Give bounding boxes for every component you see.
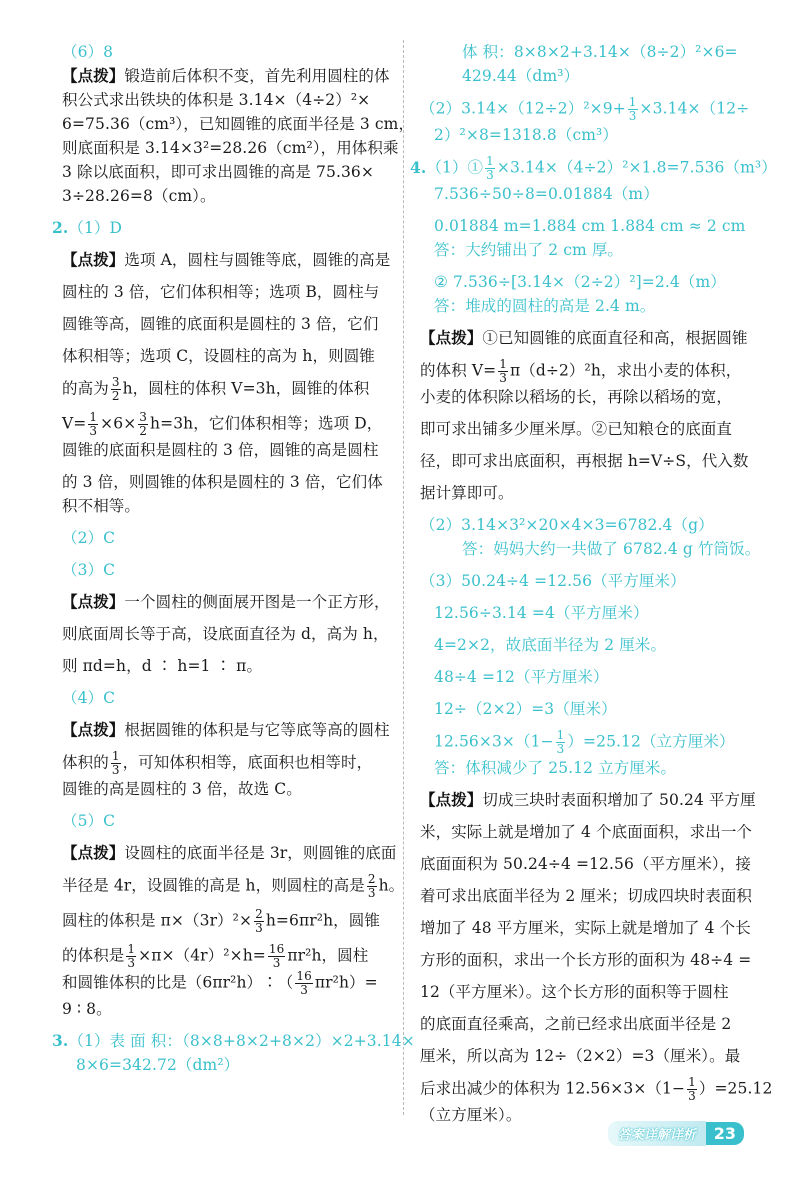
answer-line: 12.56÷3.14 =4（平方厘米） <box>434 604 649 622</box>
text-line: 锻造前后体积不变，首先利用圆柱的体 <box>124 67 390 85</box>
text-line: 根据圆锥的体积是与它等底等高的圆柱 <box>124 721 390 739</box>
text-line: 积公式求出铁块的体积是 3.14×（4÷2）²× <box>62 91 371 109</box>
denominator: 3 <box>628 109 637 123</box>
fraction <box>138 411 148 438</box>
text-span: πr²h）= <box>314 973 378 992</box>
text-span: h。 <box>378 876 405 895</box>
text-span: 的体积 V= <box>420 361 497 380</box>
text-span: h，圆柱的体积 V=3h，圆锥的体积 <box>122 379 370 398</box>
text-line: 底面面积为 50.24÷4 =12.56（平方厘米），接 <box>420 855 751 873</box>
denominator: 3 <box>300 983 308 997</box>
numerator: 1 <box>111 749 120 763</box>
question-number: 4. <box>410 157 427 177</box>
text-line: 圆锥的底面积是圆柱的 3 倍，圆锥的高是圆柱 <box>62 441 379 459</box>
text-span: 12.56×3×（1− <box>434 732 554 751</box>
page-footer <box>608 1121 744 1146</box>
text-span: ×3.14×（12÷ <box>639 99 750 118</box>
text-span: V= <box>62 414 87 433</box>
text-line: （立方厘米）。 <box>420 1106 522 1124</box>
text-line: 圆锥的高是圆柱的 3 倍，故选 C。 <box>62 780 302 798</box>
column-divider <box>403 40 404 1115</box>
fraction <box>367 873 377 900</box>
text-line: ①已知圆锥的底面直径和高，根据圆锥 <box>482 329 748 347</box>
text-line: 的 3 倍，则圆锥的体积是圆柱的 3 倍，它们体 <box>62 473 383 491</box>
text-span: π（d÷2）²h，求出小麦的体积， <box>509 361 742 380</box>
text-line: 积不相等。 <box>62 497 141 515</box>
text-span: ）=25.12 <box>698 1079 773 1098</box>
text-span: h=6πr²h，圆锥 <box>265 911 380 930</box>
text-line: 小麦的体积除以稻场的长，再除以稻场的宽， <box>420 388 733 406</box>
text-line: 厘米，所以高为 12÷（2×2）=3（厘米）。最 <box>420 1047 741 1065</box>
answer-line: （3）C <box>62 561 116 579</box>
fraction <box>498 358 508 385</box>
text-span: 体积的 <box>62 753 109 772</box>
text-span: 圆柱的体积是 π×（3r）²× <box>62 911 253 930</box>
denominator: 3 <box>89 424 98 438</box>
numerator: 2 <box>255 907 263 921</box>
fraction <box>254 908 264 935</box>
footer-label: 答案详解详析 <box>608 1121 706 1146</box>
text-line: 6=75.36（cm³），已知圆锥的底面半径是 3 cm， <box>62 115 415 133</box>
denominator: 3 <box>688 1089 696 1103</box>
denominator: 2 <box>111 389 120 403</box>
answer-line: 体 积：8×8×2+3.14×（8÷2）²×6= <box>462 43 738 61</box>
fraction <box>295 970 312 997</box>
text-line: 着可求出底面半径为 2 厘米；切成四块时表面积 <box>420 887 753 905</box>
denominator: 3 <box>486 168 494 182</box>
answer-line: （5）C <box>62 812 116 830</box>
denominator: 3 <box>127 956 136 970</box>
hint-tag: 【点拨】 <box>420 790 483 809</box>
answer-line: 答：体积减少了 25.12 立方厘米。 <box>434 759 677 777</box>
answer-line: 答：堆成的圆柱的高是 2.4 m。 <box>434 297 656 315</box>
hint-tag: 【点拨】 <box>62 250 125 269</box>
text-line: 3÷28.26=8（cm）。 <box>62 187 216 205</box>
numerator: 16 <box>296 969 312 983</box>
text-span: ×π×（4r）²×h= <box>138 946 266 965</box>
page-number: 23 <box>706 1122 744 1145</box>
text-line: 一个圆柱的侧面展开图是一个正方形， <box>124 593 390 611</box>
fraction <box>268 943 285 970</box>
numerator: 1 <box>688 1075 696 1089</box>
text-span: 的体积是 <box>62 946 125 965</box>
left-column <box>52 40 415 1077</box>
numerator: 1 <box>499 357 507 371</box>
text-line: 则 πd=h，d ∶ h=1 ∶ π。 <box>62 657 263 675</box>
denominator: 3 <box>255 921 263 935</box>
numerator: 1 <box>127 942 136 956</box>
answer-line: （6）8 <box>62 43 114 61</box>
numerator: 2 <box>367 872 376 886</box>
numerator: 1 <box>628 95 637 109</box>
text-span: 半径是 4r，设圆锥的高是 h，则圆柱的高是 <box>62 876 365 895</box>
text-line: 米，实际上就是增加了 4 个底面面积，求出一个 <box>420 823 753 841</box>
hint-tag: 【点拨】 <box>62 843 125 862</box>
text-span: ×6× <box>100 414 137 433</box>
text-line: 方形的面积，求出一个长方形的面积为 48÷4 = <box>420 951 752 969</box>
answer-line: （2）C <box>62 529 116 547</box>
answer-line: （3）50.24÷4 =12.56（平方厘米） <box>420 572 686 590</box>
numerator: 3 <box>111 375 120 389</box>
hint-tag: 【点拨】 <box>62 720 125 739</box>
question-number: 2. <box>52 218 69 237</box>
fraction <box>556 729 566 756</box>
answer-line: 答：大约铺出了 2 cm 厚。 <box>434 241 624 259</box>
text-line: 即可求出铺多少厘米厚。②已知粮仓的底面直 <box>420 420 733 438</box>
hint-tag: 【点拨】 <box>62 66 125 85</box>
fraction <box>111 376 121 403</box>
text-span: 和圆锥体积的比是（6πr²h）∶（ <box>62 973 294 992</box>
answer-line: ② 7.536÷[3.14×（2÷2）²]=2.4（m） <box>434 273 726 291</box>
fraction <box>687 1076 697 1103</box>
text-line: 增加了 48 平方厘米，实际上就是增加了 4 个长 <box>420 919 751 937</box>
text-line: 切成三块时表面积增加了 50.24 平方厘 <box>482 791 756 809</box>
text-line: 径，即可求出底面积，再根据 h=V÷S，代入数 <box>420 452 749 470</box>
text-span: 后求出减少的体积为 12.56×3×（1− <box>420 1079 686 1098</box>
fraction <box>88 411 98 438</box>
answer-line: 8×6=342.72（dm²） <box>76 1056 240 1074</box>
text-span: πr²h，圆柱 <box>287 946 369 965</box>
text-span: （1）① <box>426 158 484 177</box>
denominator: 3 <box>111 763 120 777</box>
text-span: ）=25.12（立方厘米） <box>567 732 735 751</box>
text-line: 选项 A，圆柱与圆锥等底，圆锥的高是 <box>124 251 391 269</box>
text-line: 圆锥等高，圆锥的底面积是圆柱的 3 倍，它们 <box>62 315 379 333</box>
text-line: 体积相等；选项 C，设圆柱的高为 h，则圆锥 <box>62 347 375 365</box>
numerator: 16 <box>268 942 285 956</box>
denominator: 3 <box>556 742 565 756</box>
fraction <box>628 96 638 123</box>
text-span: ×3.14×（4÷2）²×1.8=7.536（m³） <box>496 158 777 177</box>
answer-line: 4=2×2，故底面半径为 2 厘米。 <box>434 636 667 654</box>
answer-line: 7.536÷50÷8=0.01884（m） <box>434 185 659 203</box>
text-line: 圆柱的 3 倍，它们体积相等；选项 B，圆柱与 <box>62 283 380 301</box>
answer-line: （2）3.14×3²×20×4×3=6782.4（g） <box>420 516 714 534</box>
answer-line: （1）D <box>68 219 123 237</box>
fraction <box>126 943 136 970</box>
answer-line: （1）表 面 积：（8×8+8×2+8×2）×2+3.14× <box>68 1032 415 1050</box>
text-line: 9 ∶ 8。 <box>62 1000 112 1018</box>
text-span: （2）3.14×（12÷2）²×9+ <box>420 99 626 118</box>
question-number: 3. <box>52 1031 69 1050</box>
hint-tag: 【点拨】 <box>420 328 483 347</box>
text-line: 的底面直径乘高，之前已经求出底面半径是 2 <box>420 1015 732 1033</box>
numerator: 1 <box>89 410 98 424</box>
fraction <box>485 155 495 182</box>
text-line: 设圆柱的底面半径是 3r，则圆锥的底面 <box>124 844 397 862</box>
numerator: 1 <box>556 728 565 742</box>
text-span: ，可知体积相等，底面积也相等时， <box>122 753 373 772</box>
answer-line: 429.44（dm³） <box>462 67 580 85</box>
right-column <box>410 40 777 1127</box>
answer-line: （4）C <box>62 689 116 707</box>
answer-line: 0.01884 m=1.884 cm 1.884 cm ≈ 2 cm <box>434 217 746 235</box>
answer-line: 48÷4 =12（平方厘米） <box>434 668 609 686</box>
numerator: 1 <box>486 154 494 168</box>
denominator: 3 <box>272 956 281 970</box>
numerator: 3 <box>139 410 148 424</box>
text-line: 则底面周长等于高，设底面直径为 d，高为 h， <box>62 625 389 643</box>
answer-line: 12÷（2×2）=3（厘米） <box>434 700 617 718</box>
answer-line: 2）²×8=1318.8（cm³） <box>434 126 618 144</box>
text-line: 据计算即可。 <box>420 484 514 502</box>
denominator: 2 <box>139 424 148 438</box>
answer-line: 答：妈妈大约一共做了 6782.4 g 竹筒饭。 <box>462 540 761 558</box>
text-span: h=3h，它们体积相等；选项 D， <box>150 414 383 433</box>
text-span: 的高为 <box>62 379 109 398</box>
text-line: 3 除以底面积，即可求出圆锥的高是 75.36× <box>62 163 374 181</box>
hint-tag: 【点拨】 <box>62 592 125 611</box>
fraction <box>111 750 121 777</box>
text-line: 12（平方厘米）。这个长方形的面积等于圆柱 <box>420 983 729 1001</box>
denominator: 3 <box>499 371 507 385</box>
text-line: 则底面积是 3.14×3²=28.26（cm²），用体积乘 <box>62 139 399 157</box>
denominator: 3 <box>367 886 376 900</box>
